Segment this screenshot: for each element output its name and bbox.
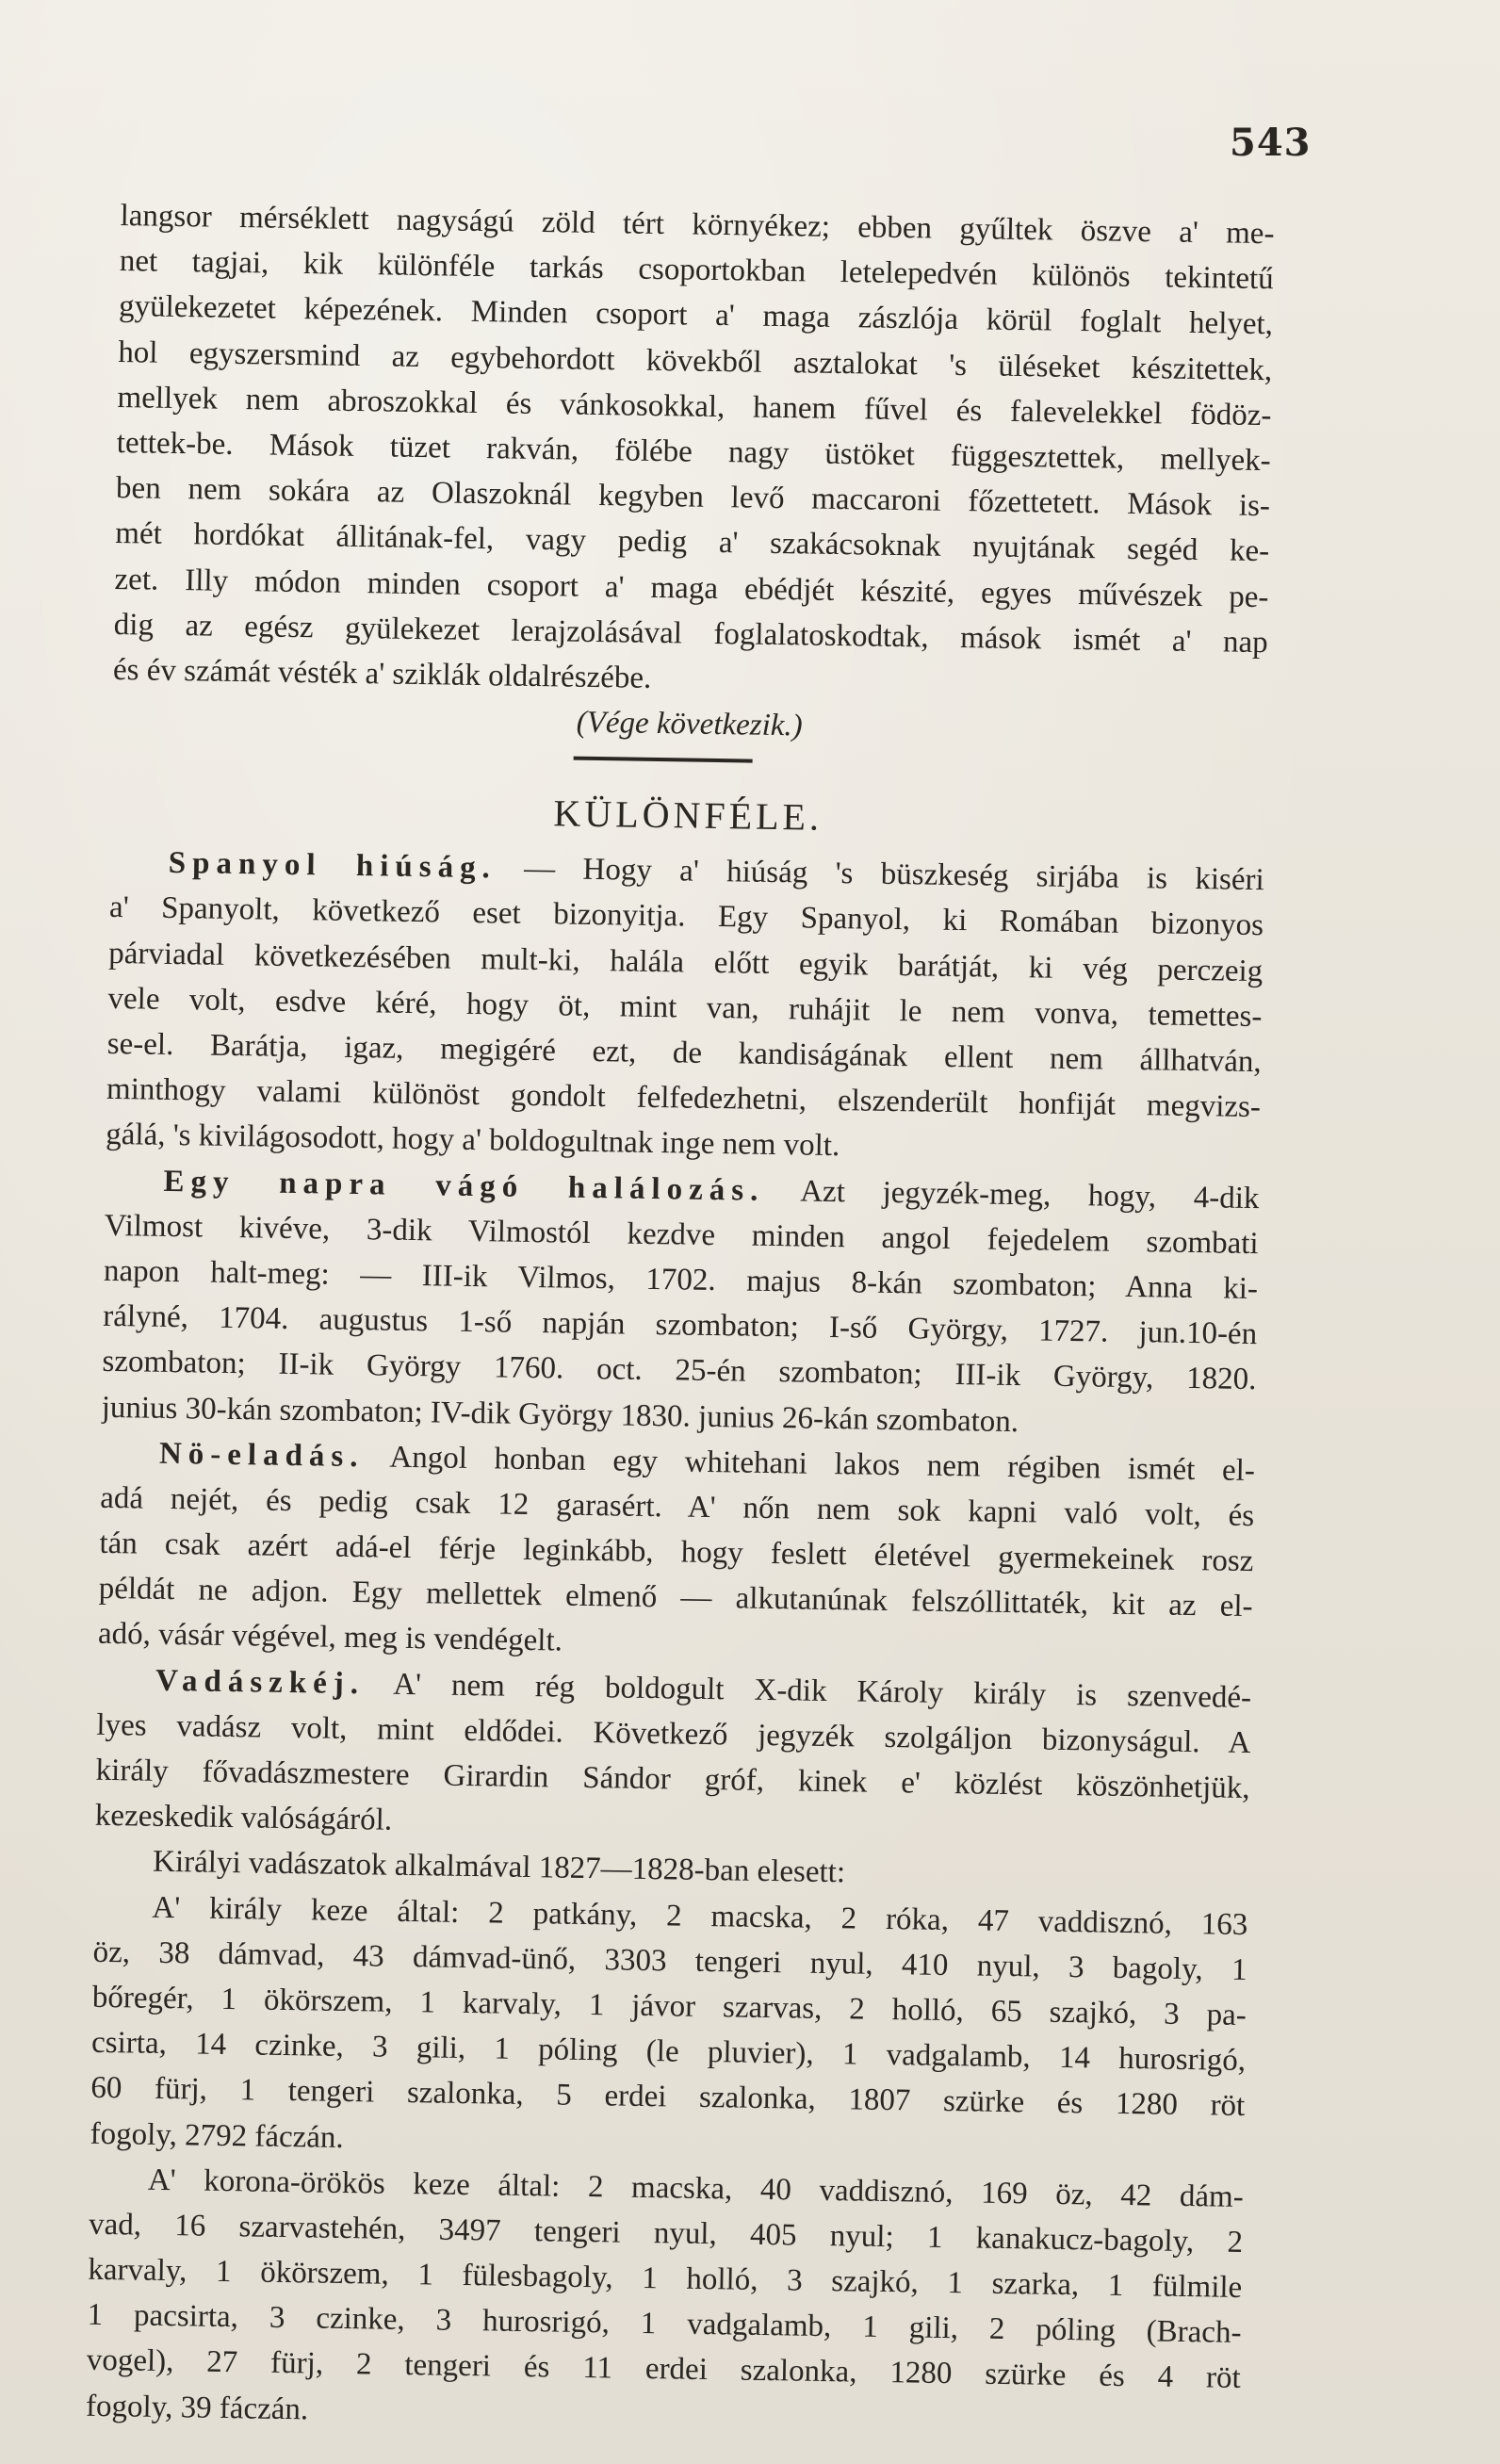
item-title: Vadászkéj. xyxy=(155,1663,366,1701)
text-line: hol egyszersmind az egybehordott kövekből asztalokat 's üléseket készitettek, xyxy=(118,335,1273,387)
text-line: a' Spanyolt, következő eset bizonyitja. Egy Spanyol, ki Romában bizonyos xyxy=(108,890,1264,943)
text-line: adó, vásár végével, meg is vendégelt. xyxy=(97,1617,563,1658)
text-line: minthogy valami különöst gondolt felfedezhetni, elszenderült honfiját megvizs- xyxy=(106,1072,1262,1125)
text-line: szombaton; II-ik György 1760. oct. 25-én szombaton; III-ik György, 1820. xyxy=(102,1345,1257,1397)
item-deaths xyxy=(101,1157,1259,1447)
continued-note: (Vége következik.) xyxy=(576,705,803,743)
text-line: net tagjai, kik különféle tarkás csoportokban letelepedvén különös tekintetű xyxy=(119,244,1274,297)
item-title: Nö-eladás. xyxy=(158,1436,365,1474)
text-line: ben nem sokára az Olaszoknál kegyben levő maccaroni főzettetett. Mások is- xyxy=(115,471,1271,524)
text-line: tettek-be. Mások tüzet rakván, fölébe nagy üstöket függesztettek, mellyek- xyxy=(116,425,1271,479)
item-title: Egy napra vágó halálozás. xyxy=(163,1164,765,1208)
text-line: párviadal következésében mult-ki, halála előtt egyik barátját, ki vég perczeig xyxy=(108,936,1264,988)
text-line: tán csak azért adá-el férje leginkább, hogy feslett életével gyermekeinek rosz xyxy=(99,1526,1254,1579)
text-line: mellyek nem abroszokkal és vánkosokkal, hanem fűvel és falevelekkel födöz- xyxy=(117,380,1272,432)
item-spanish-vanity xyxy=(106,840,1264,1176)
section-title: KÜLÖNFÉLE. xyxy=(553,791,823,840)
text-line: gyülekezetet képezének. Minden csoport a' maga zászlója körül foglalt helyet, xyxy=(118,289,1274,342)
text-line: dig az egész gyülekezet lerajzolásával foglalatoskodtak, mások ismét a' nap xyxy=(113,607,1268,660)
text-line: Angol honban egy whitehani lakos nem régiben ismét el- xyxy=(364,1439,1256,1488)
text-line: vad, 16 szarvastehén, 3497 tengeri nyul, 405 nyul; 1 kanakucz-bagoly, 2 xyxy=(88,2207,1244,2260)
text-line: bőregér, 1 ökörszem, 1 karvaly, 1 jávor szarvas, 2 holló, 65 szajkó, 3 pa- xyxy=(91,1980,1247,2032)
text-line: csirta, 14 czinke, 3 gili, 1 póling (le pluvier), 1 vadgalamb, 14 hurosrigó, xyxy=(90,2025,1247,2079)
text-line: lyes vadász volt, mint eldődei. Következő jegyzék szolgáljon bizonyságul. A xyxy=(96,1707,1251,1760)
text-line: kezeskedik valóságáról. xyxy=(94,1798,393,1837)
text-line: öz, 38 dámvad, 43 dámvad-ünő, 3303 tengeri nyul, 410 nyul, 3 bagoly, 1 xyxy=(92,1934,1247,1987)
page-body xyxy=(86,193,1275,2447)
text-line: junius 30-kán szombaton; IV-dik György 1830. junius 26-kán szombaton. xyxy=(101,1390,1019,1439)
text-line: A' korona-örökös keze által: 2 macska, 40 vaddisznó, 169 öz, 42 dám- xyxy=(147,2162,1245,2214)
item-wife-sale xyxy=(98,1430,1256,1675)
text-line: és év számát vésték a' sziklák oldalrészébe. xyxy=(112,652,652,695)
text-line: 1 pacsirta, 3 czinke, 3 hurosrigó, 1 vadgalamb, 1 gili, 2 póling (Brach- xyxy=(87,2297,1242,2351)
text-line: se-el. Barátja, igaz, megigéré ezt, de kandiságának ellent nem állhatván, xyxy=(106,1026,1262,1080)
text-line: vele volt, esdve kéré, hogy öt, mint van, ruhájit le nem vonva, temettes- xyxy=(107,981,1263,1034)
hunt-intro: Királyi vadászatok alkalmával 1827—1828-ban elesett: xyxy=(152,1845,846,1890)
text-line: napon halt-meg: — III-ik Vilmos, 1702. majus 8-kán szombaton; Anna ki- xyxy=(103,1253,1259,1307)
text-line: gálá, 's kivilágosodott, hogy a' boldogultnak inge nem volt. xyxy=(106,1118,840,1164)
text-line: zet. Illy módon minden csoport a' maga ebédjét készité, egyes művészek pe- xyxy=(114,562,1269,614)
text-line: — Hogy a' hiúság 's büszkeség sirjába is kiséri xyxy=(496,851,1264,898)
item-title: Spanyol hiúság. xyxy=(168,846,497,886)
intro-paragraph xyxy=(113,193,1275,710)
text-line: A' nem rég boldogult X-dik Károly király is szenvedé- xyxy=(364,1666,1252,1715)
text-line: mét hordókat állitának-fel, vagy pedig a' szakácsoknak nyujtának segéd ke- xyxy=(115,516,1270,569)
text-line: rályné, 1704. augustus 1-ső napján szombaton; I-ső György, 1727. jun.10-én xyxy=(102,1298,1258,1352)
text-line: karvaly, 1 ökörszem, 1 fülesbagoly, 1 holló, 3 szajkó, 1 szarka, 1 fülmile xyxy=(88,2252,1243,2306)
text-line: Azt jegyzék-meg, hogy, 4-dik xyxy=(764,1173,1260,1216)
text-line: fogoly, 39 fáczán. xyxy=(85,2389,309,2427)
text-line: fogoly, 2792 fáczán. xyxy=(90,2116,344,2155)
page-number: 543 xyxy=(1230,121,1312,165)
text-line: Vilmost kivéve, 3-dik Vilmostól kezdve minden angol fejedelem szombati xyxy=(104,1208,1259,1261)
text-line: langsor mérséklett nagyságú zöld tért környékez; ebben gyűltek öszve a' me- xyxy=(120,198,1275,252)
text-line: A' király keze által: 2 patkány, 2 macska, 2 róka, 47 vaddisznó, 163 xyxy=(152,1890,1248,1942)
text-line: 60 fürj, 1 tengeri szalonka, 5 erdei szalonka, 1807 szürke és 1280 röt xyxy=(90,2071,1246,2124)
text-line: király fővadászmestere Girardin Sándor gróf, kinek e' közlést köszönhetjük, xyxy=(95,1753,1250,1806)
text-line: vogel), 27 fürj, 2 tengeri és 11 erdei szalonka, 1280 szürke és 4 röt xyxy=(86,2343,1241,2396)
heir-list xyxy=(86,2156,1244,2446)
text-line: példát ne adjon. Egy mellettek elmenő — alkutanúnak felszóllittaték, kit az el- xyxy=(98,1572,1253,1624)
text-line: adá nejét, és pedig csak 12 garasért. A' nőn nem sok kapni való volt, és xyxy=(99,1480,1255,1533)
item-hunting xyxy=(95,1656,1252,1856)
king-list xyxy=(90,1884,1247,2174)
